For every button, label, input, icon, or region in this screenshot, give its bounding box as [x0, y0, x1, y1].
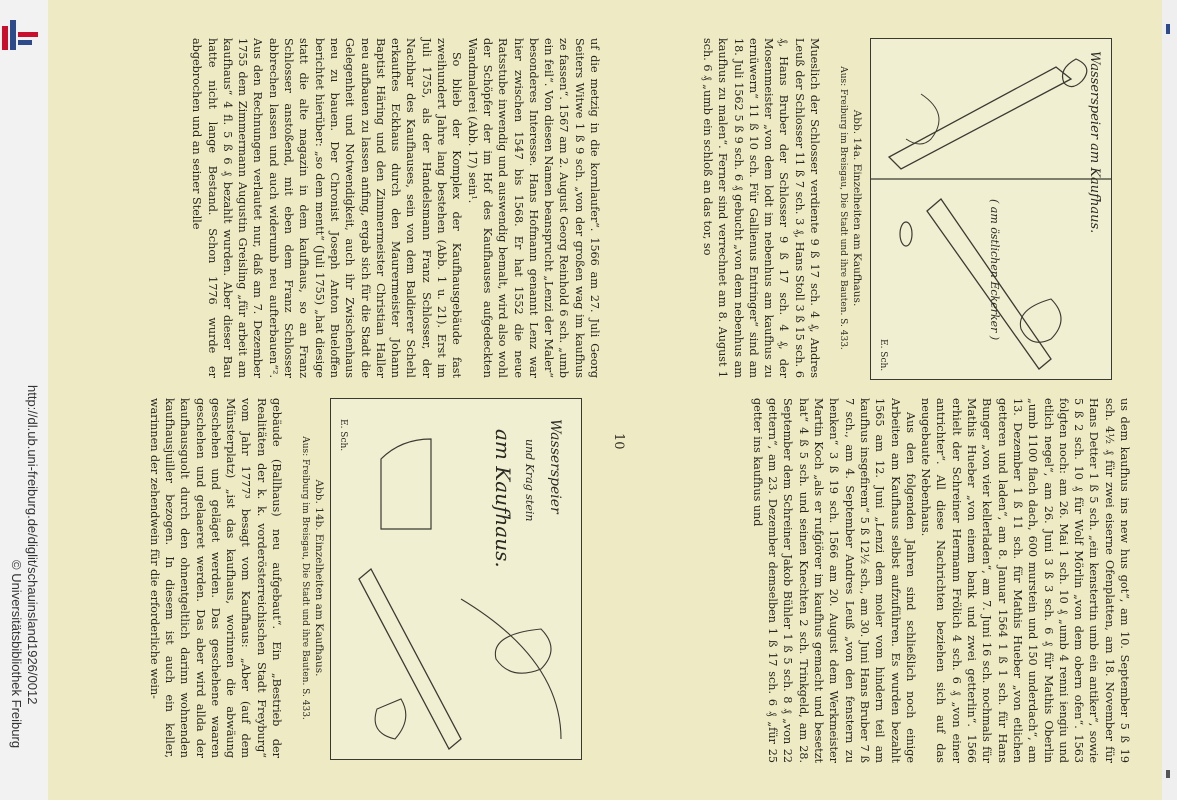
gargoyle-shaft-drawing [889, 67, 1071, 169]
right-edge-marker-bottom [1166, 770, 1170, 778]
seated-figure-drawing [495, 629, 551, 673]
figure-14b-sketch [331, 399, 581, 759]
scanned-page [48, 0, 1162, 800]
sketch-note-upper: ( am östlichen Eckerker ) [988, 199, 1001, 341]
figure-drawing [1020, 299, 1061, 342]
figure-14b-caption [298, 398, 326, 758]
credit-url-link[interactable]: http://dl.ub.uni-freiburg.de/diglit/schauinsland1926/0012 [25, 385, 40, 705]
sketch-heading-upper: Wasserspeier am Kaufhaus. [1087, 51, 1102, 234]
arch-drawing [461, 599, 561, 739]
lower-ledge-drawing [359, 569, 461, 749]
right-edge-marker-top [1166, 24, 1170, 34]
upper-right-column [652, 398, 1132, 763]
credit-block [10, 0, 40, 800]
lower-left-paragraph-2: So blieb der Komplex der Kaufhausgebäude fast zweihundert Jahre lang bestehen (Abb. 1 u. 21). Erst im Juli 1755, als der Handelsmann Franz Schlosser, der Nachbar des Kaufhauses, sein von dem Baldierer Schehl erkauftes Eckhaus durch den Maurermeister Johann Baptist Häring und den Zimmermeister Christian Haller neu aufbauen zu lassen anfing, ergab sich für die Stadt die Gelegenheit und Notwendigkeit, auch ihr Zwischenhaus neu zu bauen. Der Chronist Joseph Anton Bueloffen berichtet hierüber: „so dem mentt“ (Juli 1755) „hat diesige statt die alte magazin in dem kaufhaus, so an Franz Schlosser anstoßend, mit eben dem Franz Schlosser abbrechen lassen und auch widerumb neu aufterbauen“². Aus den Rechnungen verlautet nur, daß am 7. Dezember 1755 dem Zimmermann Augustin Greisling „für arbeit am kaufhaus“ 4 fl. 5 ß 6 ₰ bezahlt wurden. Aber dieser Bau hatte nicht lange Bestand. Schon 1776 wurde er abgebrochen und an seiner Stelle [190, 38, 464, 378]
sketch-heading-lower-3: am Kaufhaus. [491, 429, 515, 568]
spout-drawing [900, 222, 912, 246]
figure-14a-caption-title: Abb. 14a. Einzelheiten am Kaufhaus. [851, 109, 863, 307]
sketch-heading-lower-1: Wasserspeier [547, 419, 563, 514]
figure-14b [330, 398, 582, 760]
gargoyle-head-drawing [1063, 59, 1087, 87]
upper-left-paragraph-1: Mueslich der Schlosser verdiente 9 ß 17 sch. 4 ₰, Andres Leuß der Schlosser 11 ß 7 sch. 3 ₰, Hans Stoll 3 ß 15 sch. 6 ₰, Hans Bruber der Schlosser 9 ß 17 sch. 4 ₰, der Mosenmeister „von dem lodt im nebenhus am kaufhus zu ernüwern“ 11 ß 10 sch. Für Gallienus Entringer“ sind am 18. Juli 1562 5 ß 9 sch. 6 ₰ gebucht „von dem nebenhus am kaufhus zu malen“. Ferner sind verrechnet am 8. August 1 sch. 6 ₰ „umb ein schloß an das tor, so [700, 38, 821, 378]
corbel-drawing [381, 439, 431, 529]
beast-drawing [375, 699, 406, 739]
credit-copyright: © Universitätsbibliothek Freiburg [9, 560, 24, 749]
logo-bar-red-1 [2, 26, 8, 50]
page-lower-half [48, 38, 602, 773]
figure-14a-caption [836, 38, 864, 378]
page-content-rotated [48, 0, 1162, 800]
lower-left-column [122, 38, 602, 378]
sketch-signature-upper: E. Sch. [878, 339, 888, 372]
lower-left-paragraph-1: uf die metzig in die kornlaufer“. 1566 am 27. Juli Georg Seiters Witwe 1 ß 9 sch. „von der großen wag im kaufhus ze fassen“. 1567 am 2. August Georg Reinhold 6 sch. „umb ein feil“. Von diesen Namen beansprucht „Lenzi der Maler“ besonderes Interesse. Hans Hofmann genannt Lenz war hier zwischen 1547 bis 1568. Er hat 1552 die neue Ratsstube inwendig und auswendig bemalt, wird also wohl der Schöpfer der im Hof des Kaufhauses aufgedeckten Wandmalerei (Abb. 17) sein¹. [465, 38, 601, 378]
sketch-signature-lower: E. Sch. [338, 419, 348, 452]
figure-14a-sketch [871, 39, 1111, 379]
upper-right-paragraph-2: Aus den folgenden Jahren sind schließlich noch einige Arbeiten am Kaufhaus selbst aufzuführen. Es wurden bezahlt 1565 am 12. Juni „Lenzi dem moler vom hindern teil am kaufhus insgefirem“ 5 ß 12½ sch., am 30. Juni Hans Bruber 7 ß 7 sch., am 4. September Andres Leuß „von den fenstern zu henken“ 3 ß 19 sch. 1566 am 20. August dem Werkmeister Martin Koch „als er rufgiörer im kaufhus gemacht und besetzt hat“ 4 ß 5 sch. und seinen Knechten 2 sch. Trinkgeld, am 28. September dem Schreiner Jakob Bühler 1 ß 5 sch. 8 ₰ „von 22 gettern“, am 23. Dezember demselben 1 ß 17 sch. 6 ₰ „für 25 getter ins kaufhus und [750, 398, 917, 763]
figure-14b-caption-source: Aus: Freiburg im Breisgau, Die Stadt und ihre Bauten. S. 433. [300, 436, 310, 720]
tracery-drawing [906, 94, 939, 144]
upper-left-column [652, 38, 1132, 378]
upper-right-paragraph-1: us dem kaufhus ins new hus got“, am 10. September 5 ß 19 sch. 4½ ₰ für zwei eiserne Ofenplatten, am 18. November für Hans Detter 1 ß 5 sch. „ein kenstertin umb ein antiker“, sowie 5 ß 2 sch. 10 ₰ für Wolf Mörlin „von dem obern ofen“. 1563 folgten noch: am 26. Mai 1 sch. 10 ₰ „umb 4 renni iengiu und etlich negel“, am 26. Juni 3 ß 3 sch. 6 ₰ für Mathis Oberlin „umb 1100 flach dach, 600 murstein und 150 underdach“, am 13. Dezember 1 ß 11 sch. für Mathis Hueber „von etlichen getteren und laden“, am 8. Januar 1564 1 ß 1 sch. für Hans Bunger „von vier kellerladen“, am 7. Juni 16 sch. nochmals für Mathis Hueber „von einem bank und zwei getterlin“. 1566 erhielt der Schreiner Hermann Frölich 4 sch. 6 ₰ „von einer antrichter“. All diese Nachrichten beziehen sich auf das neugebaute Nebenhaus. [919, 398, 1131, 763]
figure-14a-caption-source: Aus: Freiburg im Breisgau, Die Stadt und ihre Bauten. S. 433. [838, 66, 848, 350]
right-margin-band [1162, 0, 1177, 800]
sketch-heading-lower-2: und Krag stein [523, 439, 536, 522]
lower-right-column [122, 398, 602, 763]
figure-14a [870, 38, 1112, 380]
lower-right-paragraph-1: gebäude (Ballhaus) neu aufgebaut“. Ein „Bestrieb der Realitäten der k. k. vorderösterreichischen Stadt Freyburg“ vom Jahr 1777³ besagt vom Kaufhaus: „Aber (auf dem Münsterplatz) „ist das kaufhaus, worinnen die abwäung geschehen und geläget werden. Das geschehene waaren geschehen und gelaaeret werden. Das aber wird allda der kaufhausguolt durch den ohnentgeltlich darinn wohnenden kaufhausjuiller bezogen. In diesem ist auch ein keller, warinnen der zehendwein für die erforderliche wein- [147, 398, 283, 758]
page-number: 10 [611, 433, 626, 450]
figure-14b-caption-title: Abb. 14b. Einzelheiten am Kaufhaus. [313, 479, 325, 677]
